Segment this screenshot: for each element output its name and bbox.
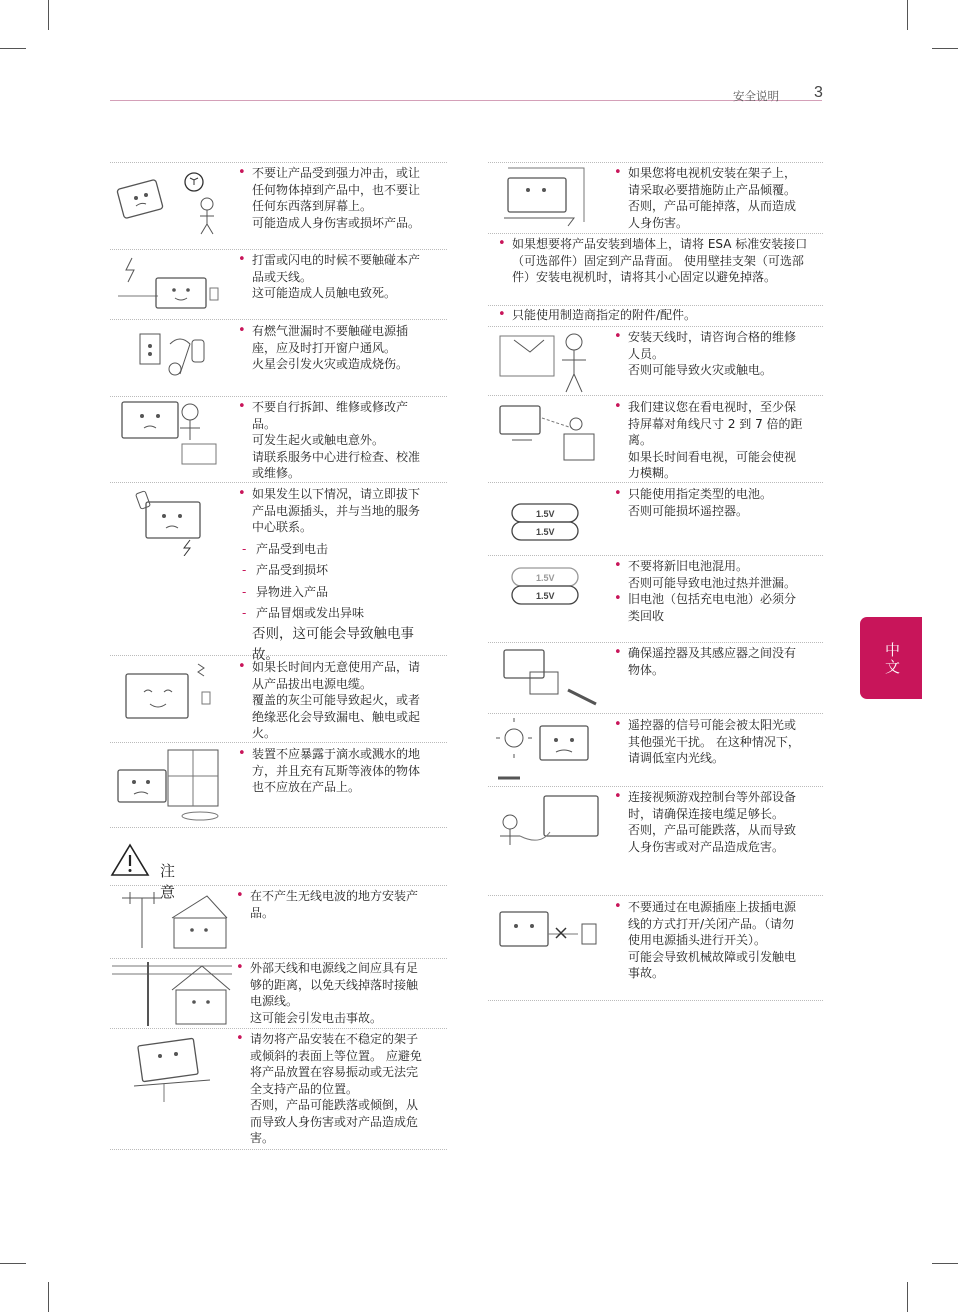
battery-label: 1.5V bbox=[536, 591, 555, 601]
shelf-anchor-icon bbox=[494, 162, 594, 230]
lightning-icon bbox=[112, 256, 232, 316]
item-text bbox=[238, 252, 428, 302]
bullet-text: • 我们建议您在看电视时，至少保持屏幕对角线尺寸 2 到 7 倍的距离。 如果长时间看电视，可能会使视力模糊。 bbox=[614, 399, 804, 482]
item-tail: 否则，这可能会导致触电事故。 bbox=[252, 625, 414, 663]
item-text bbox=[614, 645, 804, 678]
bullet-text: • 请勿将产品安装在不稳定的架子或倾斜的表面上等位置。 应避免将产品放置在容易振动或无法完全支持产品的位置。 否则，产品可能跌落或倾倒，从而导致人身伤害或对产品造成危害。 bbox=[236, 1031, 426, 1147]
crop-mark bbox=[907, 1282, 908, 1312]
antenna-icon bbox=[112, 888, 232, 952]
sunlight-icon bbox=[494, 716, 604, 784]
disassembly-icon bbox=[118, 398, 224, 470]
bullet-text: • 在不产生无线电波的地方安装产品。 bbox=[236, 888, 426, 921]
battery-label: 1.5V bbox=[536, 527, 555, 537]
bullet-text: • 装置不应暴露于滴水或溅水的地方，并且充有瓦斯等液体的物体也不应放在产品上。 bbox=[238, 746, 428, 796]
item-text bbox=[498, 236, 810, 286]
warning-triangle-icon bbox=[110, 843, 150, 877]
battery-label: 1.5V bbox=[536, 509, 555, 519]
language-tab-label: 中文 bbox=[883, 642, 901, 676]
plug-icon bbox=[494, 906, 604, 966]
crop-mark bbox=[932, 1263, 958, 1264]
bullet-text: • 如果想要将产品安装到墙体上，请将 ESA 标准安装接口（可选部件）固定到产品背面。 使用壁挂支架（可选部件）安装电视机时，请将其小心固定以避免掉落。 bbox=[498, 236, 810, 286]
item-text bbox=[614, 165, 804, 231]
crop-mark bbox=[907, 0, 908, 30]
sub-item: - 产品受到电击 bbox=[238, 541, 428, 558]
bullet-text: • 不要将新旧电池混用。 否则可能导致电池过热并泄漏。 bbox=[614, 558, 804, 591]
bullet-text: • 打雷或闪电的时候不要触碰本产品或天线。 这可能造成人员触电致死。 bbox=[238, 252, 428, 302]
game-console-icon bbox=[494, 792, 604, 856]
power-line-icon bbox=[112, 958, 232, 1028]
item-text bbox=[614, 717, 804, 767]
item-text bbox=[238, 165, 428, 231]
item-text bbox=[614, 789, 804, 855]
section-title: 安全说明 bbox=[733, 89, 779, 103]
battery-label: 1.5V bbox=[536, 573, 555, 583]
item-text bbox=[614, 329, 804, 379]
bullet-text: • 不要通过在电源插座上拔插电源线的方式打开/关闭产品。（请勿使用电源插头进行开关）。 可能会导致机械故障或引发触电事故。 bbox=[614, 899, 804, 982]
crop-mark bbox=[0, 48, 26, 49]
bullet-text: • 有燃气泄漏时不要触碰电源插座，应及时打开窗户通风。 火星会引发火灾或造成烧伤。 bbox=[238, 323, 428, 373]
item-text bbox=[238, 399, 428, 482]
item-text bbox=[238, 659, 428, 742]
tv-impact-icon bbox=[112, 168, 232, 244]
unstable-shelf-icon bbox=[124, 1034, 224, 1104]
water-icon bbox=[112, 746, 232, 824]
bullet-text: • 不要自行拆卸、维修或修改产品。 可发生起火或触电意外。 请联系服务中心进行检查、校准或维修。 bbox=[238, 399, 428, 482]
page-number: 3 bbox=[814, 84, 823, 101]
caution-heading bbox=[110, 843, 176, 901]
repairman-icon bbox=[494, 328, 604, 394]
sub-item: - 产品冒烟或发出异味 bbox=[238, 605, 428, 622]
header-rule bbox=[110, 100, 822, 101]
caution-title: 注意 bbox=[160, 862, 176, 901]
item-text bbox=[614, 558, 804, 624]
bullet-text: • 只能使用制造商指定的附件/配件。 bbox=[498, 307, 810, 324]
bullet-text: • 外部天线和电源线之间应具有足够的距离，以免天线掉落时接触电源线。 这可能会引发电击事故。 bbox=[236, 960, 426, 1026]
language-tab[interactable] bbox=[860, 617, 922, 699]
item-text bbox=[236, 1031, 426, 1147]
unplug-icon bbox=[126, 484, 216, 556]
item-text bbox=[614, 899, 804, 982]
bullet-text: • 如果发生以下情况，请立即拔下产品电源插头，并与当地的服务中心联系。 bbox=[238, 486, 428, 536]
bullet-text: • 旧电池（包括充电电池）必须分类回收 bbox=[614, 591, 804, 624]
crop-mark bbox=[48, 1282, 49, 1312]
bullet-text: • 遥控器的信号可能会被太阳光或其他强光干扰。 在这种情况下，请调低室内光线。 bbox=[614, 717, 804, 767]
battery-icon bbox=[506, 496, 586, 548]
item-text bbox=[238, 486, 428, 666]
crop-mark bbox=[932, 48, 958, 49]
viewing-distance-icon bbox=[494, 400, 604, 464]
item-text bbox=[614, 486, 804, 519]
bullet-text: • 不要让产品受到强力冲击，或让任何物体掉到产品中，也不要让任何东西落到屏幕上。 可能造成人身伤害或损坏产品。 bbox=[238, 165, 428, 231]
item-text bbox=[238, 746, 428, 796]
battery-mix-icon bbox=[506, 562, 586, 620]
gas-leak-icon bbox=[120, 324, 220, 394]
remote-sensor-icon bbox=[494, 646, 604, 708]
dust-icon bbox=[122, 660, 222, 730]
bullet-text: • 如果您将电视机安装在架子上，请采取必要措施防止产品倾覆。 否则，产品可能掉落，从而造成人身伤害。 bbox=[614, 165, 804, 231]
bullet-text: • 确保遥控器及其感应器之间没有物体。 bbox=[614, 645, 804, 678]
item-text bbox=[498, 307, 810, 324]
crop-mark bbox=[48, 0, 49, 30]
crop-mark bbox=[0, 1263, 26, 1264]
bullet-text: • 安装天线时，请咨询合格的维修人员。 否则可能导致火灾或触电。 bbox=[614, 329, 804, 379]
item-text bbox=[238, 323, 428, 373]
sub-item: - 产品受到损坏 bbox=[238, 562, 428, 579]
bullet-text: • 连接视频游戏控制台等外部设备时，请确保连接电缆足够长。 否则，产品可能跌落，从而导致人身伤害或对产品造成危害。 bbox=[614, 789, 804, 855]
item-text bbox=[236, 888, 426, 921]
item-text bbox=[236, 960, 426, 1026]
item-text bbox=[614, 399, 804, 482]
sub-item: - 异物进入产品 bbox=[238, 584, 428, 601]
bullet-text: • 只能使用指定类型的电池。 否则可能损坏遥控器。 bbox=[614, 486, 804, 519]
bullet-text: • 如果长时间内无意使用产品，请从产品拔出电源电缆。 覆盖的灰尘可能导致起火，或者绝缘恶化会导致漏电、触电或起火。 bbox=[238, 659, 428, 742]
